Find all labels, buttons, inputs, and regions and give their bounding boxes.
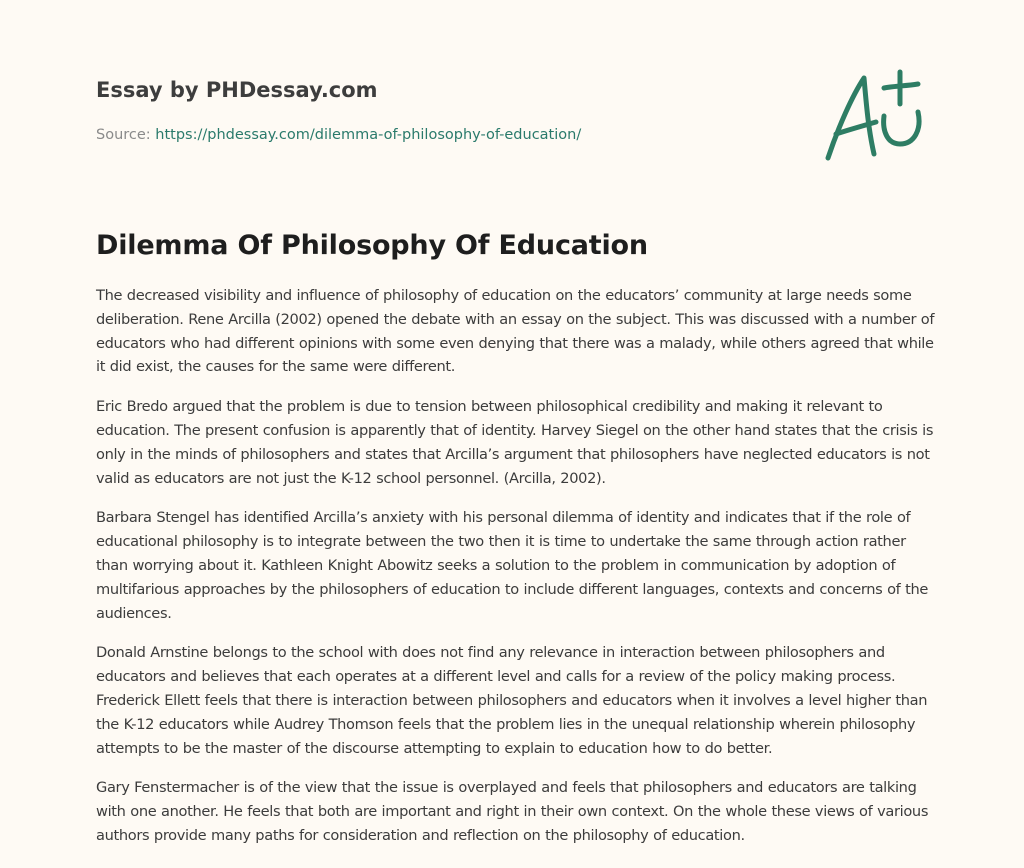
source-link[interactable]: https://phdessay.com/dilemma-of-philosophy-of-education/ — [155, 127, 582, 143]
a-plus-grade-icon — [822, 66, 928, 166]
source-line — [96, 125, 796, 145]
essay-paragraph: Donald Arnstine belongs to the school with does not find any relevance in interaction between philosophers and educators and believes that each operates at a different level and calls for a review of the policy making process. Frederick Ellett feels that there is interaction between philosophers and educators when it involves a level higher than the K-12 educators while Audrey Thomson feels that the problem lies in the unequal relationship wherein philosophy attempts to be the master of the discourse attempting to explain to education how to do better. — [96, 644, 928, 757]
essay-header — [96, 76, 796, 145]
essay-paragraph: Gary Fenstermacher is of the view that the issue is overplayed and feels that philosophers and educators are talking with one another. He feels that both are important and right in their own context. On the whole these views of various authors provide many paths for consideration and reflection on the philosophy of education. — [96, 779, 929, 844]
essay-body — [96, 284, 936, 864]
source-label: Source: — [96, 127, 151, 143]
essay-paragraph: Barbara Stengel has identified Arcilla’s anxiety with his personal dilemma of identity and indicates that if the role of educational philosophy is to integrate between the two then it is time to undertake the same through action rather than worrying about it. Kathleen Knight Abowitz seeks a solution to the problem in communication by adoption of multifarious approaches by the philosophers of education to include different languages, contexts and concerns of the audiences. — [96, 509, 929, 622]
essay-paragraph: Eric Bredo argued that the problem is due to tension between philosophical credibility and making it relevant to education. The present confusion is apparently that of identity. Harvey Siegel on the other hand states that the crisis is only in the minds of philosophers and states that Arcilla’s argument that philosophers have neglected educators is not valid as educators are not just the K-12 school personnel. (Arcilla, 2002). — [96, 398, 934, 487]
site-brand: Essay by PHDessay.com — [96, 78, 378, 102]
essay-title: Dilemma Of Philosophy Of Education — [96, 230, 648, 261]
essay-paragraph: The decreased visibility and influence of philosophy of education on the educators’ community at large needs some deliberation. Rene Arcilla (2002) opened the debate with an essay on the subject. This was discussed with a number of educators who had different opinions with some even denying that there was a malady, while others agreed that while it did exist, the causes for the same were different. — [96, 287, 935, 376]
